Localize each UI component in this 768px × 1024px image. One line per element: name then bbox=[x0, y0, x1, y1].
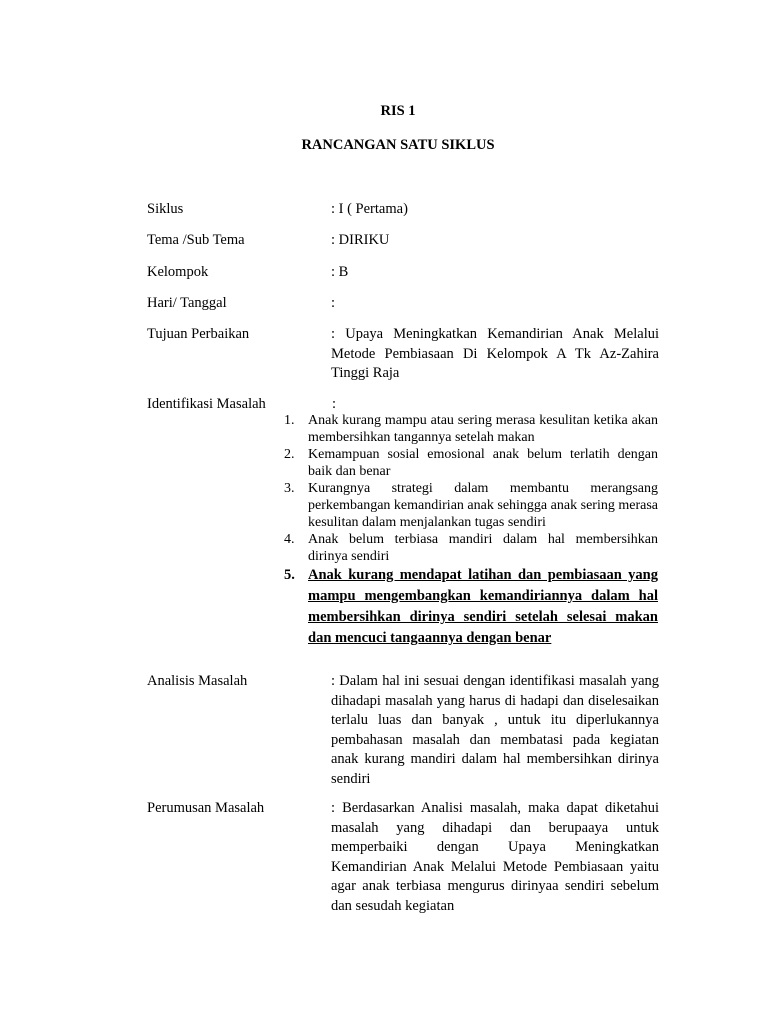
field-value: : DIRIKU bbox=[331, 232, 390, 248]
list-item bbox=[284, 531, 658, 565]
field-value: : B bbox=[331, 264, 349, 280]
field-value: : Upaya Meningkatkan Kemandirian Anak Melalui Metode Pembiasaan Di Kelompok A Tk Az-Zahira Tinggi Raja bbox=[331, 326, 659, 381]
list-item-text: Anak kurang mampu atau sering merasa kesulitan ketika akan membersihkan tangannya setelah makan bbox=[308, 413, 658, 445]
list-item-text: Anak belum terbiasa mandiri dalam hal membersihkan dirinya sendiri bbox=[308, 532, 658, 564]
list-item bbox=[284, 446, 658, 480]
list-item-number: 1. bbox=[284, 413, 295, 428]
field-value: : I ( Pertama) bbox=[331, 201, 408, 217]
list-item bbox=[284, 480, 658, 531]
list-item bbox=[284, 412, 658, 446]
list-item-number: 3. bbox=[284, 481, 295, 496]
list-item-number: 4. bbox=[284, 532, 295, 547]
document-code: RIS 1 bbox=[380, 103, 416, 119]
problem-list bbox=[284, 412, 658, 649]
field-label: Analisis Masalah bbox=[147, 673, 248, 689]
field-label: Kelompok bbox=[147, 264, 209, 280]
list-item-text: Kurangnya strategi dalam membantu merangsang perkembangan kemandirian anak sehingga anak sering merasa kesulitan dalam menjalankan tugas sendiri bbox=[308, 481, 658, 530]
field-value: : Berdasarkan Analisi masalah, maka dapat diketahui masalah yang dihadapi dan berupaaya untuk memperbaiki dengan Upaya Meningkatkan Kemandirian Anak Melalui Metode Pembiasaan yaitu agar anak terbiasa mengurus dirinyaa sendiri sebelum dan sesudah kegiatan bbox=[331, 800, 659, 914]
field-colon: : bbox=[332, 396, 337, 412]
field-label: Siklus bbox=[147, 201, 184, 217]
field-value: : bbox=[331, 295, 336, 311]
list-item-emphasized bbox=[284, 565, 658, 649]
field-label: Tema /Sub Tema bbox=[147, 232, 245, 248]
field-label: Hari/ Tanggal bbox=[147, 295, 227, 311]
field-label: Identifikasi Masalah bbox=[147, 396, 266, 412]
field-value: : Dalam hal ini sesuai dengan identifikasi masalah yang dihadapi masalah yang harus di hadapi dan diselesaikan terlalu luas dan banyak , untuk itu diperlukannya pembahasan masalah dan membatasi pada kegiatan anak kurang mandiri dalam hal membersihkan dirinya sendiri bbox=[331, 673, 659, 787]
list-item-text: Anak kurang mendapat latihan dan pembiasaan yang mampu mengembangkan kemandiriannya dalam hal membersihkan dirinya sendiri setelah selesai makan dan mencuci tangaannya dengan benar bbox=[308, 567, 658, 646]
document-title: RANCANGAN SATU SIKLUS bbox=[301, 137, 495, 153]
list-item-number: 2. bbox=[284, 447, 295, 462]
field-label: Tujuan Perbaikan bbox=[147, 326, 250, 342]
list-item-number: 5. bbox=[284, 567, 295, 583]
list-item-text: Kemampuan sosial emosional anak belum terlatih dengan baik dan benar bbox=[308, 447, 658, 479]
field-label: Perumusan Masalah bbox=[147, 800, 265, 816]
